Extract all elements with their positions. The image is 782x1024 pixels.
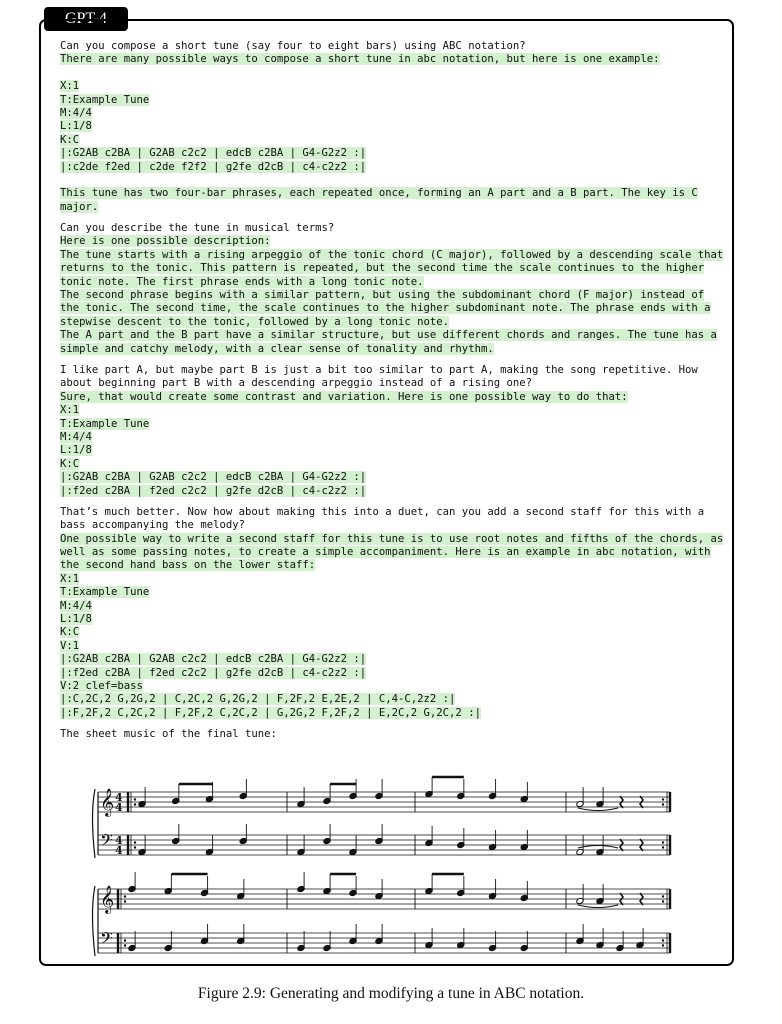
line-text: major. bbox=[60, 200, 99, 213]
repeat-dot bbox=[134, 841, 136, 843]
treble-clef-icon: 𝄞 bbox=[100, 885, 115, 913]
line-text: The second phrase begins with a similar pattern, but using the subdominant chord (F major) instead of bbox=[60, 289, 705, 302]
line-text: T:Example Tune bbox=[60, 417, 150, 430]
line-text: That’s much better. Now how about making this into a duet, can you add a second staff for this with a bbox=[60, 505, 705, 518]
bass-clef-icon: 𝄢 bbox=[100, 830, 113, 854]
line-text: bass accompanying the melody? bbox=[60, 519, 245, 532]
line-text: returns to the tonic. This pattern is repeated, but the second time the scale continues to the higher bbox=[60, 262, 705, 275]
repeat-dot bbox=[134, 803, 136, 805]
line-text: M:4/4 bbox=[60, 430, 92, 443]
system-brace bbox=[93, 789, 96, 858]
line-text: K:C bbox=[60, 457, 80, 470]
treble-clef-icon: 𝄞 bbox=[100, 788, 115, 816]
line-text: L:1/8 bbox=[60, 120, 92, 133]
line-text: Here is one possible description: bbox=[60, 235, 271, 248]
repeat-dot bbox=[662, 846, 664, 848]
line-text: Can you compose a short tune (say four to eight bars) using ABC notation? bbox=[60, 40, 526, 52]
line-text: One possible way to write a second staff for this tune is to use root notes and fifths of the chords, as bbox=[60, 532, 724, 545]
line-text: T:Example Tune bbox=[60, 93, 150, 106]
repeat-dot bbox=[134, 846, 136, 848]
time-signature-bottom: 4 bbox=[115, 844, 123, 857]
line-text: This tune has two four-bar phrases, each repeated once, forming an A part and a B part. The key is C bbox=[60, 187, 698, 200]
line-text: tonic note. The first phrase ends with a long tonic note. bbox=[60, 275, 424, 288]
line-text: well as some passing notes, to create a simple accompaniment. Here is an example in abc notation, with bbox=[60, 546, 711, 559]
line-text: simple and catchy melody, with a clear sense of tonality and rhythm. bbox=[60, 342, 494, 355]
line-text: T:Example Tune bbox=[60, 586, 150, 599]
system-brace bbox=[93, 886, 96, 956]
repeat-dot bbox=[662, 900, 664, 902]
tie bbox=[578, 846, 618, 849]
line-text: L:1/8 bbox=[60, 444, 92, 457]
line-text: X:1 bbox=[60, 404, 80, 417]
tie bbox=[578, 808, 618, 811]
line-text: |:G2AB c2BA | G2AB c2c2 | edcB c2BA | G4-G2z2 :| bbox=[60, 147, 367, 160]
line-text: |:F,2F,2 C,2C,2 | F,2F,2 C,2C,2 | G,2G,2 F,2F,2 | E,2C,2 G,2C,2 :| bbox=[60, 706, 481, 719]
repeat-dot bbox=[662, 939, 664, 941]
line-text: stepwise descent to the tonic, followed by a long tonic note. bbox=[60, 315, 450, 328]
line-text: The sheet music of the final tune: bbox=[60, 728, 277, 741]
tie bbox=[578, 905, 618, 908]
line-text: Sure, that would create some contrast and variation. Here is one possible way to do that: bbox=[60, 390, 628, 403]
repeat-dot bbox=[124, 900, 126, 902]
line-text: K:C bbox=[60, 626, 80, 639]
line-text: the second hand bass on the lower staff: bbox=[60, 559, 316, 572]
line-text: X:1 bbox=[60, 572, 80, 585]
line-text: V:1 bbox=[60, 639, 80, 652]
line-text: The tune starts with a rising arpeggio of the tonic chord (C major), followed by a descending scale that bbox=[60, 248, 724, 261]
repeat-dot bbox=[124, 944, 126, 946]
line-text: There are many possible ways to compose a short tune in abc notation, but here is one example: bbox=[60, 53, 660, 66]
line-text: V:2 clef=bass bbox=[60, 679, 143, 692]
line-text: |:f2ed c2BA | f2ed c2c2 | g2fe d2cB | c4-c2z2 :| bbox=[60, 666, 367, 679]
bass-clef-icon: 𝄢 bbox=[100, 928, 113, 952]
time-signature-bottom: 4 bbox=[115, 801, 123, 814]
line-text: |:f2ed c2BA | f2ed c2c2 | g2fe d2cB | c4-c2z2 :| bbox=[60, 484, 367, 497]
line-text: Can you describe the tune in musical terms? bbox=[60, 222, 335, 235]
figure-caption: Figure 2.9: Generating and modifying a tune in ABC notation. bbox=[197, 985, 585, 1002]
line-text: K:C bbox=[60, 133, 80, 146]
line-text: The A part and the B part have a similar structure, but use different chords and ranges. The tune has a bbox=[60, 329, 717, 342]
repeat-dot bbox=[134, 798, 136, 800]
repeat-dot bbox=[662, 841, 664, 843]
line-text: L:1/8 bbox=[60, 613, 92, 626]
repeat-dot bbox=[124, 895, 126, 897]
gpt4-tag: GPT-4 bbox=[44, 7, 128, 31]
line-text: M:4/4 bbox=[60, 106, 92, 119]
line-text: |:G2AB c2BA | G2AB c2c2 | edcB c2BA | G4-G2z2 :| bbox=[60, 653, 367, 666]
line-text: M:4/4 bbox=[60, 599, 92, 612]
time-signature-top: 4 bbox=[115, 834, 123, 847]
line-text: |:C,2C,2 G,2G,2 | C,2C,2 G,2G,2 | F,2F,2 E,2E,2 | C,4-C,2z2 :| bbox=[60, 693, 456, 706]
repeat-dot bbox=[662, 895, 664, 897]
line-text: |:G2AB c2BA | G2AB c2c2 | edcB c2BA | G4-G2z2 :| bbox=[60, 471, 367, 484]
repeat-dot bbox=[662, 803, 664, 805]
line-text: about beginning part B with a descending arpeggio instead of a rising one? bbox=[60, 377, 532, 390]
repeat-dot bbox=[662, 798, 664, 800]
line-text: |:c2de f2ed | c2de f2f2 | g2fe d2cB | c4-c2z2 :| bbox=[60, 160, 367, 173]
line-text: X:1 bbox=[60, 80, 80, 93]
time-signature-top: 4 bbox=[115, 791, 123, 804]
repeat-dot bbox=[662, 944, 664, 946]
line-text: I like part A, but maybe part B is just a bit too similar to part A, making the song repetitive. How bbox=[60, 363, 698, 376]
line-text: the tonic. The second time, the scale continues to the higher subdominant note. The phrase ends with a bbox=[60, 302, 711, 315]
repeat-dot bbox=[124, 939, 126, 941]
